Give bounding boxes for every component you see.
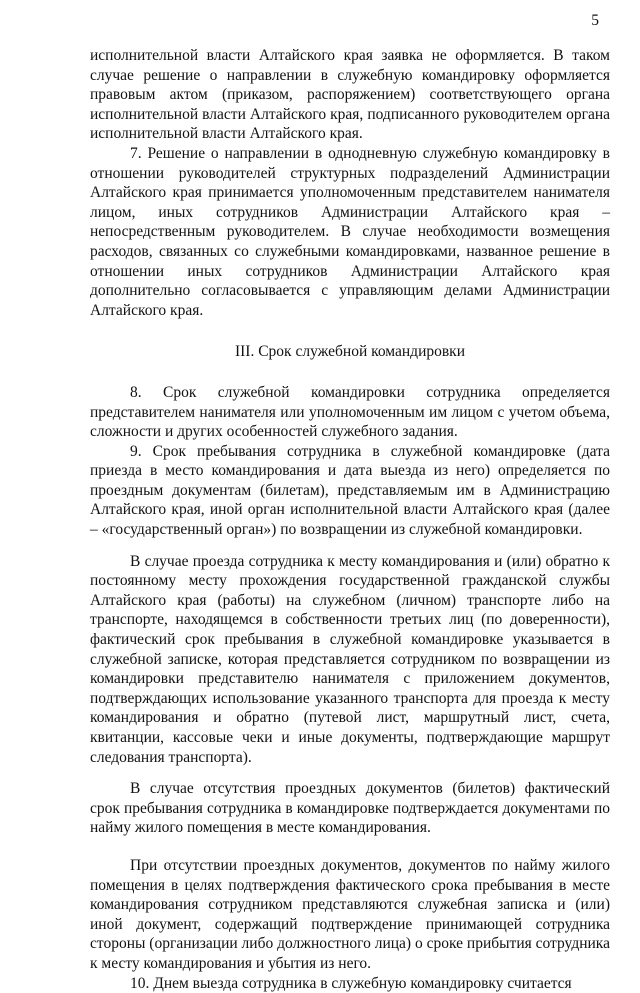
paragraph-9-transport: В случае проезда сотрудника к месту командирования и (или) обратно к постоянному месту прохождения государственной гражданской службы Алтайского края (работы) на служебном (личном) транспорте либо на транспорте, находящемся в собственности третьих лиц (по доверенности), фактический срок пребывания в служебной командировке указывается в служебной записке, которая представляется сотрудником по возвращении из командировки представителю нанимателя с приложением документов, подтверждающих использование указанного транспорта для проезда к месту командирования и обратно (путевой лист, маршрутный лист, счета, квитанции, кассовые чеки и иные документы, подтверждающие маршрут следования транспорта). — [90, 552, 610, 766]
paragraph-9-no-tickets: В случае отсутствия проездных документов (билетов) фактический срок пребывания сотрудника в командировке подтверждается документами по найму жилого помещения в месте командирования. — [90, 780, 610, 837]
paragraph-7: 7. Решение о направлении в однодневную служебную командировку в отношении руководителей структурных подразделений Администрации Алтайского края принимается уполномоченным представителем нанимателя лицом, иных сотрудников Администрации Алтайского края – непосредственным руководителем. В случае необходимости возмещения расходов, связанных со служебными командировками, названное решение в отношении иных сотрудников Администрации Алтайского края дополнительно согласовывается с управляющим делами Администрации Алтайского края. — [90, 144, 610, 319]
document-body — [90, 46, 610, 993]
paragraph-10: 10. Днем выезда сотрудника в служебную командировку считается — [130, 974, 572, 992]
paragraph-continuation: исполнительной власти Алтайского края заявка не оформляется. В таком случае решение о направлении в служебную командировку оформляется правовым актом (приказом, распоряжением) соответствующего органа исполнительной власти Алтайского края, подписанного руководителем органа исполнительной власти Алтайского края. — [90, 47, 610, 143]
paragraph-9: 9. Срок пребывания сотрудника в служебной командировке (дата приезда в место командирования и дата выезда из него) определяется по проездным документам (билетам), представляемым им в Администрацию Алтайского края, иной орган исполнительной власти Алтайского края (далее – «государственный орган») по возвращении из служебной командировки. — [90, 442, 610, 539]
paragraph-8: 8. Срок служебной командировки сотрудника определяется представителем нанимателя или уполномоченным им лицом с учетом объема, сложности и других особенностей служебного задания. — [90, 383, 610, 441]
paragraph-9-no-documents: При отсутствии проездных документов, документов по найму жилого помещения в целях подтверждения фактического срока пребывания в месте командирования сотрудником представляются служебная записка и (или) иной документ, содержащий подтверждение принимающей сотрудника стороны (организации либо должностного лица) о сроке прибытия сотрудника к месту командирования и убытия из него. — [90, 856, 610, 972]
page-number: 5 — [591, 12, 599, 29]
section-heading: III. Срок служебной командировки — [234, 343, 466, 361]
